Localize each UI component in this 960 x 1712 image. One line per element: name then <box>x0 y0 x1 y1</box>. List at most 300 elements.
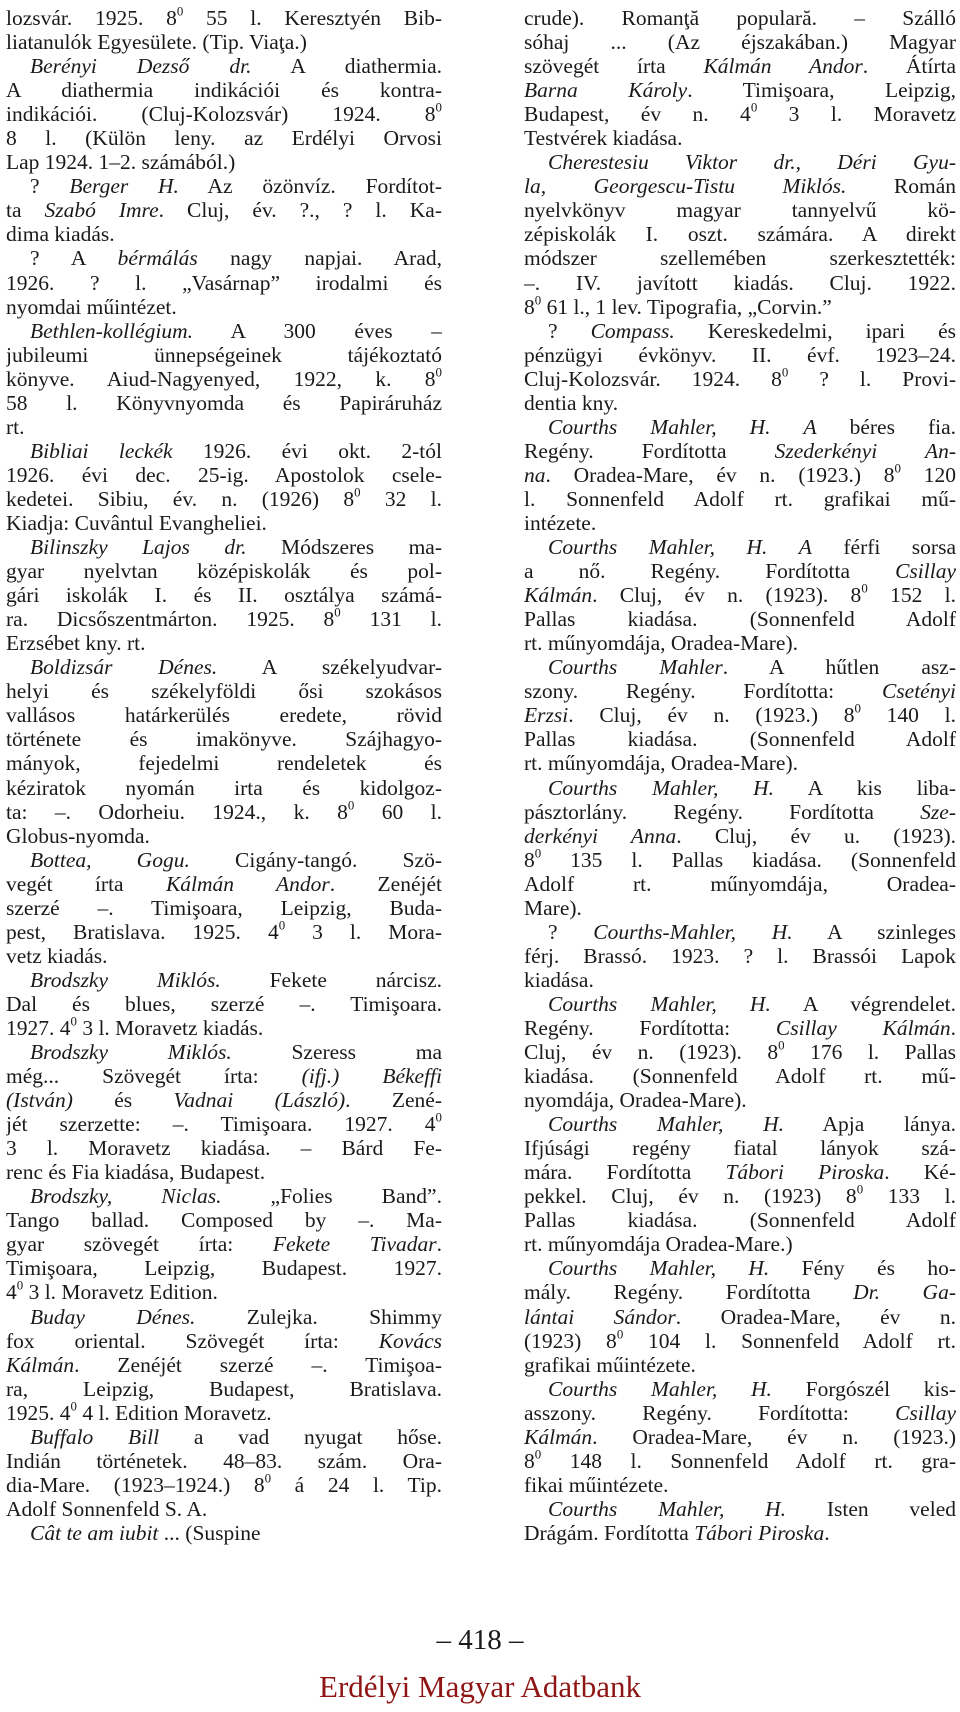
text-segment: Regény. Fordította: <box>524 1015 776 1040</box>
text-segment: Fekete nárcisz. <box>220 967 442 992</box>
text-line <box>524 1329 956 1353</box>
text-segment <box>770 415 803 439</box>
italic-text: Szederkényi An- <box>774 438 956 463</box>
text-segment: Forgószél kis- <box>771 1376 956 1401</box>
superscript: 0 <box>778 1040 785 1053</box>
text-segment: –. IV. javított kiadás. Cluj. 1922. <box>524 270 956 295</box>
text-line <box>6 391 442 415</box>
text-segment: 55 l. Keresztyén Bib- <box>183 6 442 30</box>
text-segment: Globus-nyomda. <box>6 823 150 848</box>
text-segment: ? A <box>30 246 118 271</box>
superscript: 0 <box>16 1280 24 1293</box>
text-segment: . Cluj, év n. (1923.) 8 <box>568 703 855 728</box>
text-segment: 131 l. <box>340 607 442 632</box>
text-segment: A szinleges <box>792 919 956 944</box>
italic-text: Berger H. <box>69 174 179 199</box>
text-line <box>6 1016 442 1040</box>
text-segment: Drágám. Fordította <box>524 1520 695 1545</box>
text-segment <box>767 535 798 559</box>
text-line <box>6 295 442 319</box>
text-segment: . Zenéjét <box>329 871 442 896</box>
text-line <box>524 920 956 944</box>
text-line <box>6 1401 442 1425</box>
text-segment: 4 <box>6 1280 17 1305</box>
text-line <box>524 1160 956 1184</box>
text-line <box>524 6 956 30</box>
text-segment: Cigány-tangó. Szö- <box>189 847 442 872</box>
text-segment: A székelyudvar- <box>217 655 442 680</box>
text-segment: nyelvkönyv magyar tannyelvű kö- <box>524 198 956 223</box>
text-segment: fox oriental. Szövegét írta: <box>6 1328 379 1353</box>
text-line <box>6 824 442 848</box>
superscript: 0 <box>435 1112 442 1125</box>
italic-text: Cherestesiu Viktor dr., Déri Gyu- <box>548 150 956 175</box>
text-line <box>6 1305 442 1329</box>
text-segment: története és imakönyve. Szájhagyo- <box>6 727 442 752</box>
text-line <box>524 295 956 319</box>
italic-text: Fekete Tivadar <box>272 1232 437 1257</box>
text-segment: Dal és blues, szerzé –. Timişoara. <box>6 991 442 1016</box>
text-line <box>524 343 956 367</box>
text-segment: . <box>436 1232 442 1257</box>
italic-text: Berényi Dezső dr. <box>30 54 252 79</box>
text-segment: Módszeres ma- <box>246 535 442 560</box>
text-line <box>6 1208 442 1232</box>
text-segment: gári iskolák I. és II. osztálya számá- <box>6 583 442 608</box>
text-segment: 3 l. Moravetz <box>757 102 956 127</box>
superscript: 0 <box>334 607 341 620</box>
text-line <box>6 78 442 102</box>
text-line <box>524 896 956 920</box>
text-segment: vallásos határkerülés eredete, rövid <box>6 703 442 728</box>
text-segment: . A hűtlen asz- <box>722 655 956 680</box>
italic-text: Boldizsár Dénes. <box>30 655 218 680</box>
text-segment: ? <box>30 174 70 199</box>
text-line <box>6 487 442 511</box>
text-segment: A kis liba- <box>774 775 956 800</box>
text-segment: ? <box>548 318 591 343</box>
text-segment: és <box>72 1088 174 1113</box>
text-line <box>524 727 956 751</box>
text-line <box>524 30 956 54</box>
text-line <box>524 1040 956 1064</box>
italic-text: Sze- <box>920 799 956 824</box>
text-line <box>6 776 442 800</box>
text-line <box>6 1088 442 1112</box>
text-segment: 1926. évi dec. 25-ig. Apostolok csele- <box>6 462 442 487</box>
text-line <box>524 1401 956 1425</box>
superscript: 0 <box>856 1184 864 1197</box>
text-line <box>6 535 442 559</box>
text-line <box>524 583 956 607</box>
text-segment: nagy napjai. Arad, <box>197 246 442 271</box>
superscript: 0 <box>781 366 789 380</box>
italic-text: Kálmán Andor <box>703 54 863 79</box>
text-line <box>6 896 442 920</box>
text-segment: A végrendelet. <box>770 991 956 1016</box>
italic-text: Courths Mahler, H. <box>548 1496 787 1521</box>
text-line <box>524 1184 956 1208</box>
text-line <box>6 198 442 222</box>
text-segment: l. Sonnenfeld Adolf rt. grafikai mű- <box>524 486 956 511</box>
text-line <box>524 174 956 198</box>
text-segment: Regény. Fordította <box>524 438 775 463</box>
italic-text: (ifj.) Békeffi <box>301 1064 442 1089</box>
text-segment: mára. Fordította <box>524 1160 726 1185</box>
footer-watermark: Erdélyi Magyar Adatbank <box>319 1669 641 1704</box>
text-segment: fikai műintézete. <box>524 1472 669 1497</box>
text-line <box>6 1353 442 1377</box>
text-line <box>6 150 442 174</box>
text-segment: . Cluj, év n. (1923). 8 <box>592 583 862 608</box>
italic-text: lántai Sándor <box>524 1304 676 1329</box>
text-segment: Indián történetek. 48–83. szám. Ora- <box>6 1448 442 1473</box>
text-segment: 135 l. Pallas kiadása. (Sonnenfeld <box>541 847 956 872</box>
text-segment: . Oradea-Mare, év n. <box>675 1304 956 1329</box>
text-segment: zépiskolák I. oszt. számára. A direkt <box>524 222 956 247</box>
text-line <box>524 463 956 487</box>
text-segment: még... Szövegét írta: <box>6 1064 302 1089</box>
text-segment: béres fia. <box>816 414 956 439</box>
text-segment: . Oradea-Mare, év n. (1923.) 8 <box>545 462 895 487</box>
text-segment: 1925. 4 <box>6 1400 71 1425</box>
text-line <box>6 968 442 992</box>
text-line <box>6 872 442 896</box>
text-line <box>524 1521 956 1545</box>
text-segment: 4 l. Edition Moravetz. <box>76 1400 272 1425</box>
text-segment: Fény és ho- <box>769 1256 956 1281</box>
text-segment: 8 <box>524 847 535 872</box>
text-segment: kiadása. (Sonnenfeld Adolf rt. mű- <box>524 1064 956 1089</box>
text-segment: grafikai műintézete. <box>524 1352 696 1377</box>
text-line <box>6 222 442 246</box>
italic-text: Kálmán <box>6 1352 75 1377</box>
text-segment: 58 l. Könyvnyomda és Papiráruház <box>6 390 442 415</box>
italic-text: Csetényi <box>881 679 956 704</box>
text-segment: . Oradea-Mare, év n. (1923.) <box>592 1424 956 1449</box>
text-line <box>524 391 956 415</box>
text-segment: Isten veled <box>786 1496 956 1521</box>
italic-text: Courths Mahler <box>548 655 723 680</box>
text-line <box>524 271 956 295</box>
text-segment: helyi és székelyföldi ősi szokásos <box>6 679 442 704</box>
text-segment: 133 l. <box>863 1184 956 1209</box>
italic-text: Courths Mahler, H. <box>548 1376 772 1401</box>
text-segment: 3 l. Mora- <box>285 919 442 944</box>
text-line <box>524 679 956 703</box>
text-segment: ? <box>548 919 594 944</box>
text-segment: 1927. 4 <box>6 1015 71 1040</box>
text-line <box>6 1064 442 1088</box>
text-segment: 61 l., 1 lev. Tipografia, „Corvin.” <box>541 294 832 319</box>
text-segment: módszer szellemében szerkesztették: <box>524 246 956 271</box>
text-line <box>524 78 956 102</box>
text-line <box>6 463 442 487</box>
text-segment: 60 l. <box>354 799 442 824</box>
superscript: 0 <box>278 919 286 933</box>
text-segment: a nő. Regény. Fordította <box>524 559 896 584</box>
text-segment: Román <box>846 174 956 199</box>
text-segment: 32 l. <box>360 486 442 511</box>
text-line <box>524 1016 956 1040</box>
text-line <box>524 848 956 872</box>
text-line <box>6 271 442 295</box>
text-segment: gyar szövegét írta: <box>6 1232 273 1257</box>
text-segment: 8 <box>524 1448 535 1473</box>
text-segment: ra. Dicsőszentmárton. 1925. 8 <box>6 607 335 632</box>
text-line <box>524 1473 956 1497</box>
text-segment: rt. <box>6 414 25 439</box>
text-segment: crude). Romanţă populară. – Szálló <box>524 6 956 30</box>
text-line <box>6 992 442 1016</box>
superscript: 0 <box>435 102 442 115</box>
text-segment: asszony. Regény. Fordította: <box>524 1400 896 1425</box>
text-segment: pénzügyi évkönyv. II. évf. 1923–24. <box>524 342 956 367</box>
text-line <box>524 872 956 896</box>
text-line <box>524 1305 956 1329</box>
text-line <box>6 246 442 270</box>
text-segment: 120 <box>900 462 956 487</box>
text-line <box>6 631 442 655</box>
italic-text: Csillay <box>895 559 956 584</box>
text-segment: kedetei. Sibiu, év. n. (1926) 8 <box>6 486 355 511</box>
text-segment: . Zenéjét szerzé –. Timişoa- <box>74 1352 442 1377</box>
text-segment: kéziratok nyomán irta és kidolgoz- <box>6 775 442 800</box>
italic-text: Szabó Imre <box>44 198 159 223</box>
text-line <box>6 1232 442 1256</box>
text-segment: Lap 1924. 1–2. számából.) <box>6 150 236 175</box>
text-line <box>6 367 442 391</box>
text-segment: . Átírta <box>862 54 956 79</box>
text-segment: 152 l. <box>867 583 956 608</box>
text-line <box>524 655 956 679</box>
text-line <box>6 1040 442 1064</box>
text-line <box>6 607 442 631</box>
text-segment: . Cluj, év. ?., ? l. Ka- <box>158 198 442 223</box>
text-line <box>524 1425 956 1449</box>
superscript: 0 <box>894 462 901 476</box>
text-line <box>6 1184 442 1208</box>
italic-text: Kálmán <box>524 1424 593 1449</box>
text-line <box>524 992 956 1016</box>
italic-text: Kálmán Andor <box>165 871 330 896</box>
text-line <box>524 222 956 246</box>
superscript: 0 <box>854 703 861 716</box>
text-segment: pekkel. Cluj, év n. (1923) 8 <box>524 1184 857 1209</box>
text-line <box>524 1136 956 1160</box>
italic-text: Bibliai leckék <box>30 438 173 463</box>
text-line <box>6 751 442 775</box>
text-line <box>524 102 956 126</box>
text-line <box>524 751 956 775</box>
text-line <box>524 1280 956 1304</box>
text-segment: szony. Regény. Fordította: <box>524 679 882 704</box>
text-line <box>524 1208 956 1232</box>
text-segment: lozsvár. 1925. 8 <box>6 6 177 30</box>
text-segment: Az özönvíz. Fordítot- <box>178 174 442 199</box>
italic-text: Bottea, Gogu. <box>30 847 190 872</box>
text-line <box>524 800 956 824</box>
text-line <box>6 6 442 30</box>
text-segment: „Folies Band”. <box>221 1184 442 1209</box>
italic-text: Courths Mahler, H. <box>548 535 768 560</box>
text-segment: Ifjúsági regény fiatal lányok szá- <box>524 1136 956 1161</box>
superscript: 0 <box>347 799 355 812</box>
text-segment: dentia kny. <box>524 390 619 415</box>
text-segment: 104 l. Sonnenfeld Adolf rt. <box>623 1328 956 1353</box>
text-segment: A diathermia. <box>251 54 442 79</box>
text-segment: férj. Brassó. 1923. ? l. Brassói Lapok <box>524 943 956 968</box>
text-segment: 3 l. Moravetz kiadása. – Bárd Fe- <box>6 1136 442 1161</box>
text-line <box>6 415 442 439</box>
text-line <box>524 54 956 78</box>
text-line <box>6 30 442 54</box>
text-line <box>6 583 442 607</box>
superscript: 0 <box>534 1448 542 1462</box>
italic-text: Kálmán <box>524 583 593 608</box>
text-segment: Tango ballad. Composed by –. Ma- <box>6 1208 442 1233</box>
italic-text: derkényi Anna <box>524 823 677 848</box>
text-line <box>524 319 956 343</box>
text-segment: 3 l. Moravetz kiadás. <box>76 1015 264 1040</box>
text-segment: (1923) 8 <box>524 1328 617 1353</box>
superscript: 0 <box>435 366 442 380</box>
text-segment: mály. Regény. Fordította <box>524 1280 854 1305</box>
text-segment: . Ké- <box>884 1160 956 1185</box>
text-line <box>6 1160 442 1184</box>
text-segment: Zulejka. Shimmy <box>195 1304 442 1329</box>
text-line <box>524 439 956 463</box>
text-segment: vegét írta <box>6 871 166 896</box>
text-line <box>6 944 442 968</box>
text-line <box>524 944 956 968</box>
italic-text: Barna Károly <box>524 78 688 103</box>
text-line <box>6 559 442 583</box>
text-segment: pest, Bratislava. 1925. 4 <box>6 919 279 944</box>
text-segment: 8 l. (Külön leny. az Erdélyi Orvosi <box>6 126 442 151</box>
text-line <box>6 1473 442 1497</box>
text-segment: sóhaj ... (Az éjszakában.) Magyar <box>524 30 956 55</box>
italic-text: Brodszky Miklós. <box>30 967 221 992</box>
text-segment: . Cluj, év u. (1923). <box>676 823 956 848</box>
text-segment: Apja lánya. <box>783 1112 956 1137</box>
text-segment: vetz kiadás. <box>6 943 108 968</box>
text-segment: 148 l. Sonnenfeld Adolf rt. gra- <box>541 1448 956 1473</box>
text-line <box>6 703 442 727</box>
text-line <box>6 848 442 872</box>
text-line <box>524 1232 956 1256</box>
text-segment: kiadása. <box>524 967 594 992</box>
text-segment: jét szerzette: –. Timişoara. 1927. 4 <box>6 1112 436 1137</box>
text-line <box>6 1425 442 1449</box>
text-segment: Timişoara, Leipzig, Budapest. 1927. <box>6 1256 442 1281</box>
superscript: 0 <box>534 294 542 307</box>
italic-text: Courths Mahler, H. <box>548 775 775 800</box>
text-segment: . <box>950 1015 956 1040</box>
text-segment: Mare). <box>524 895 582 920</box>
text-segment: á 24 l. Tip. <box>271 1472 442 1497</box>
superscript: 0 <box>354 486 361 500</box>
text-segment: a vad nyugat hőse. <box>159 1424 442 1449</box>
text-line <box>6 1280 442 1304</box>
text-line <box>6 920 442 944</box>
superscript: 0 <box>70 1015 77 1029</box>
italic-text: Courths-Mahler, H. <box>593 919 793 944</box>
text-segment: könyve. Aiud-Nagyenyed, 1922, k. 8 <box>6 366 436 391</box>
text-line <box>524 198 956 222</box>
italic-text: Csillay Kálmán <box>775 1015 951 1040</box>
text-line <box>524 367 956 391</box>
text-line <box>524 824 956 848</box>
text-segment: . Zené- <box>345 1088 442 1113</box>
text-segment: rt. műnyomdája Oradea-Mare.) <box>524 1232 793 1257</box>
italic-text: Erzsi <box>524 703 569 728</box>
text-segment: rt. műnyomdája, Oradea-Mare). <box>524 631 799 656</box>
text-segment: Pallas kiadása. (Sonnenfeld Adolf <box>524 1208 956 1233</box>
text-segment: ta <box>6 198 45 223</box>
text-segment: A 300 éves – <box>192 318 442 343</box>
text-line <box>6 1521 442 1545</box>
text-segment: A diathermia indikációi és kontra- <box>6 78 442 103</box>
text-line <box>6 1449 442 1473</box>
text-segment: ? l. Provi- <box>788 366 956 391</box>
superscript: 0 <box>70 1400 77 1414</box>
superscript: 0 <box>534 847 542 860</box>
text-segment: Cluj-Kolozsvár. 1924. 8 <box>524 366 782 391</box>
text-segment: Adolf rt. műnyomdája, Oradea- <box>524 871 956 896</box>
italic-text: Brodszky, Niclas. <box>30 1184 222 1209</box>
text-segment: Kereskedelmi, ipari és <box>674 318 956 343</box>
text-segment: . <box>824 1520 830 1545</box>
text-segment: ta: –. Odorheiu. 1924., k. 8 <box>6 799 348 824</box>
text-line <box>524 126 956 150</box>
page-number: – 418 – <box>436 1624 524 1656</box>
text-line <box>524 776 956 800</box>
text-line <box>524 246 956 270</box>
text-segment: ... (Suspine <box>158 1520 261 1545</box>
text-line <box>524 1112 956 1136</box>
text-segment: Szeress ma <box>231 1040 442 1065</box>
text-line <box>524 559 956 583</box>
text-line <box>524 487 956 511</box>
text-line <box>6 343 442 367</box>
text-line <box>524 1449 956 1473</box>
italic-text: Tábori Piroska <box>725 1160 885 1185</box>
italic-text: Buffalo Bill <box>30 1424 160 1449</box>
text-line <box>524 1497 956 1521</box>
italic-text: Compass. <box>590 318 675 343</box>
superscript: 0 <box>861 583 868 596</box>
text-line <box>6 439 442 463</box>
italic-text: Cât te am iubit <box>30 1520 159 1545</box>
text-segment: pásztorlány. Regény. Fordította <box>524 799 921 824</box>
italic-text: na <box>524 462 546 487</box>
text-segment: liatanulók Egyesülete. (Tip. Viaţa.) <box>6 30 307 55</box>
text-line <box>524 535 956 559</box>
italic-text: Courths Mahler, H. <box>548 991 771 1016</box>
text-segment: nyomdája, Oradea-Mare). <box>524 1088 747 1113</box>
italic-text: Bilinszky Lajos dr. <box>30 535 247 560</box>
text-line <box>6 1377 442 1401</box>
text-line <box>524 968 956 992</box>
superscript: 0 <box>750 102 758 115</box>
italic-text: Buday Dénes. <box>30 1304 196 1329</box>
text-segment: Adolf Sonnenfeld S. A. <box>6 1496 208 1521</box>
italic-text: A <box>803 414 817 439</box>
text-segment: szövegét írta <box>524 54 704 79</box>
text-line <box>524 511 956 535</box>
text-line <box>6 102 442 126</box>
